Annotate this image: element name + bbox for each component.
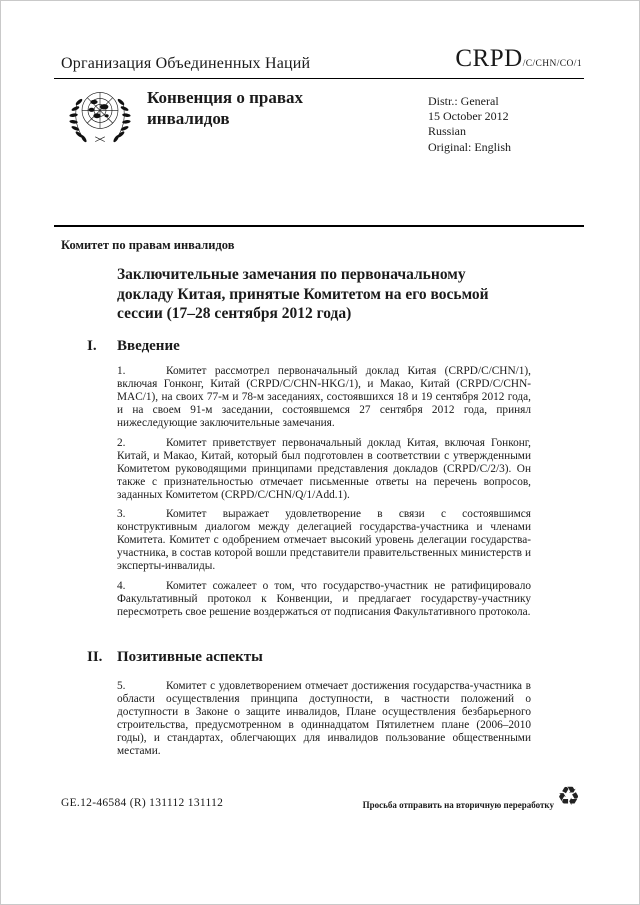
paragraph-text: Комитет выражает удовлетворение в связи с состоявшимся конструктивным диалогом между делегацией государства-участника и членами Комитета. Комитет с одобрением отмечает высокий уровень делегации государства-участника, в состав которой вошли представители правительственных министерств и эксперты-инвалиды. [117, 508, 531, 572]
distribution-language: Russian [428, 124, 467, 139]
paragraph-number: 1. [117, 365, 126, 377]
paragraph [117, 680, 531, 758]
paragraph-text: Комитет рассмотрел первоначальный доклад Китая (CRPD/C/CHN/1), включая Гонконг, Китай (CRPD/C/CHN-HKG/1), и Макао, Китай (CRPD/C/CHN-MAC/1), на своих 77-м и 78-м заседаниях, состоявшихся 18 и 19 сентября 2012 года, и на своем 91-м заседании, состоявшемся 27 сентября 2012 года, принял нижеследующие заключительные замечания. [117, 365, 531, 429]
distribution-date: 15 October 2012 [428, 109, 509, 124]
paragraph-number: 2. [117, 436, 126, 449]
paragraph-number: 4. [117, 579, 126, 592]
section-divider [54, 225, 584, 227]
section-heading-positive-aspects [87, 649, 263, 666]
paragraph-number: 5. [117, 680, 126, 692]
paragraph-text: Комитет сожалеет о том, что государство-участник не ратифицировало Факультативный протокол к Конвенции, и предлагает государству-участнику пересмотреть свое решение воздержаться от подписания Факультативного протокола. [117, 579, 531, 618]
organization-name: Организация Объединенных Наций [61, 55, 311, 72]
convention-title-line2: инвалидов [147, 109, 230, 128]
header-divider [54, 78, 584, 79]
body-text-block [117, 365, 531, 619]
section-heading-introduction [87, 338, 180, 355]
distribution-info [428, 94, 511, 155]
document-symbol [455, 45, 582, 73]
convention-title [147, 87, 303, 129]
distribution-type: Distr.: General [428, 94, 499, 108]
recycle-icon: ♻ [557, 782, 581, 812]
paragraph-text: Комитет приветствует первоначальный доклад Китая, включая Гонконг, Китай, и Макао, Китай, который был подготовлен в соответствии с утвержденными Комитетом руководящими принципами представления докладов (CRPD/C/2/3). Он также с признательностью отмечает письменные ответы на перечень вопросов, заданных Комитетом (CRPD/C/CHN/Q/1/Add.1). [117, 436, 531, 501]
un-emblem-icon [61, 84, 139, 144]
convention-title-line1: Конвенция о правах [147, 88, 304, 107]
body-text-block [117, 680, 531, 758]
section-title: Введение [117, 338, 180, 354]
paragraph-text: Комитет с удовлетворением отмечает достижения государства-участника в области осуществления принципа доступности, в частности положений о доступности в Законе о защите инвалидов, Плане осуществления безбарьерного строительства, предусмотренном в одиннадцатом Пятилетнем плане (2006–2010 годы), и стандартах, облегчающих для инвалидов пользование общественными местами. [117, 680, 531, 757]
section-title: Позитивные аспекты [117, 649, 263, 665]
document-symbol-suffix: /C/CHN/CO/1 [522, 59, 582, 69]
footer-reference: GE.12-46584 (R) 131112 131112 [61, 797, 224, 809]
section-number: I. [87, 338, 97, 354]
paragraph [117, 508, 531, 573]
document-title-line1: Заключительные замечания по первоначальному [117, 266, 466, 283]
document-title-line3: сессии (17–28 сентября 2012 года) [117, 305, 352, 322]
document-symbol-main: CRPD [455, 45, 523, 72]
document-title [117, 265, 537, 324]
committee-label: Комитет по правам инвалидов [61, 238, 235, 252]
paragraph [117, 437, 531, 502]
distribution-original: Original: English [428, 139, 511, 154]
section-number: II. [87, 649, 103, 665]
document-title-line2: докладу Китая, принятые Комитетом на его восьмой [117, 285, 489, 303]
paragraph [117, 365, 531, 430]
recycle-note: Просьба отправить на вторичную переработку [362, 800, 554, 810]
paragraph [117, 580, 531, 619]
paragraph-number: 3. [117, 508, 126, 520]
